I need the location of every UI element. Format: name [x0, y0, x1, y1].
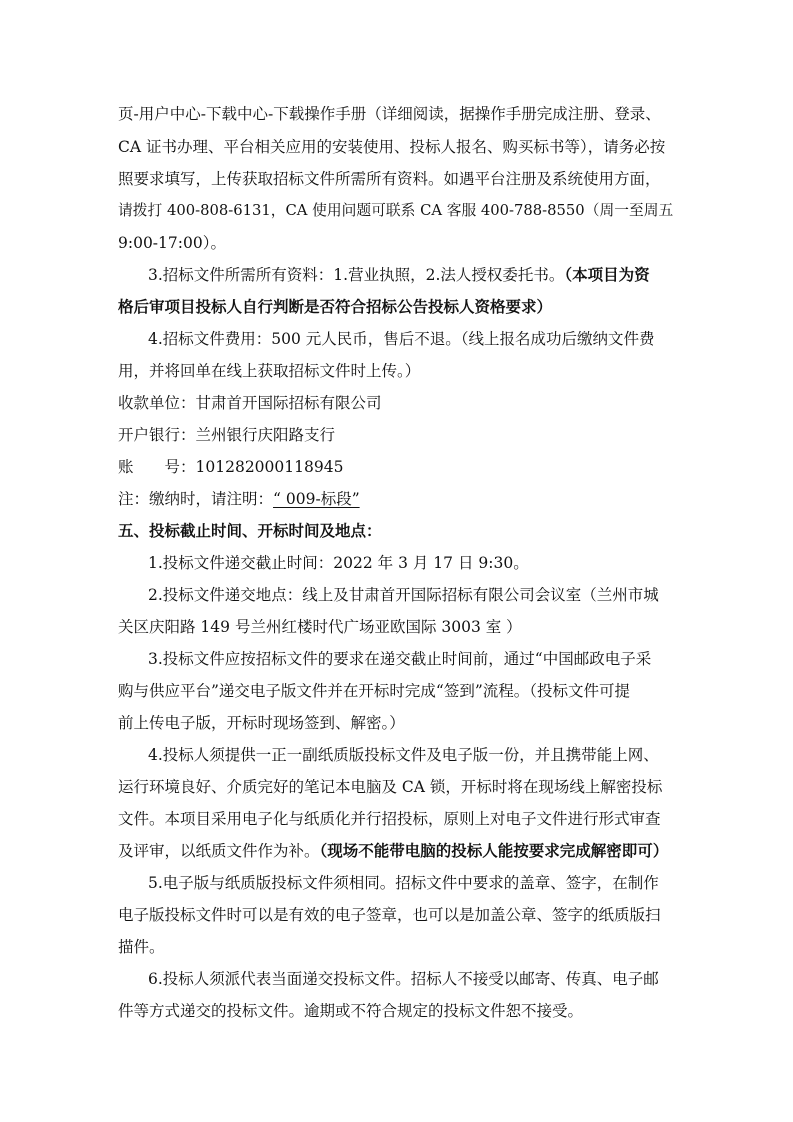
- item4-line-2: 用，并将回单在线上获取招标文件时上传。）: [118, 362, 421, 380]
- bank-line: 开户银行：兰州银行庆阳路支行: [118, 426, 336, 444]
- note-line: [118, 488, 678, 510]
- s5-item1: 1.投标文件递交截止时间：2022 年 3 月 17 日 9:30。: [148, 554, 529, 572]
- item3-line-2: 格后审项目投标人自行判断是否符合招标公告投标人资格要求）: [118, 298, 553, 316]
- s5-item6-line-1: 6.投标人须派代表当面递交投标文件。招标人不接受以邮寄、传真、电子邮: [148, 970, 659, 988]
- s5-item6-line-2: 件等方式递交的投标文件。逾期或不符合规定的投标文件恕不接受。: [118, 1002, 584, 1020]
- item3-bold-note: （本项目为资: [564, 266, 650, 284]
- s5-item4-line-2: 运行环境良好、介质完好的笔记本电脑及 CA 锁，开标时将在现场线上解密投标: [118, 778, 663, 796]
- account-line: [118, 456, 678, 478]
- platform-para-line-2: CA 证书办理、平台相关应用的安装使用、投标人报名、购买标书等），请务必按: [118, 138, 666, 156]
- account-label: 账 号：: [118, 458, 196, 476]
- s5-item4-line-4: [118, 840, 678, 862]
- s5-item5-line-3: 描件。: [118, 938, 165, 956]
- platform-para-line-4: 请拨打 400-808-6131，CA 使用问题可联系 CA 客服 400-788-8550（周一至周五: [118, 202, 674, 219]
- s5-item4-text: 及评审，以纸质文件作为补。: [118, 842, 320, 860]
- account-number: 101282000118945: [195, 458, 344, 476]
- item3-line-1: [148, 264, 678, 286]
- item3-text: 3.招标文件所需所有资料：1.营业执照，2.法人授权委托书。: [148, 266, 565, 284]
- note-prefix: 注：缴纳时，请注明：: [118, 490, 274, 508]
- s5-item4-line-1: 4.投标人须提供一正一副纸质版投标文件及电子版一份，并且携带能上网、: [148, 746, 659, 764]
- s5-item5-line-1: 5.电子版与纸质版投标文件须相同。招标文件中要求的盖章、签字，在制作: [148, 874, 659, 892]
- platform-para-line-1: 页-用户中心-下载中心-下载操作手册（详细阅读，据操作手册完成注册、登录、: [118, 105, 661, 123]
- note-value: “ 009-标段”: [273, 490, 360, 508]
- s5-item4-line-3: 文件。本项目采用电子化与纸质化并行招投标，原则上对电子文件进行形式审查: [118, 810, 661, 828]
- s5-item2-line-2: 关区庆阳路 149 号兰州红楼时代广场亚欧国际 3003 室 ）: [118, 618, 522, 636]
- payee-line: 收款单位：甘肃首开国际招标有限公司: [118, 394, 382, 412]
- platform-para-line-3: 照要求填写，上传获取招标文件所需所有资料。如遇平台注册及系统使用方面，: [118, 170, 661, 188]
- s5-item3-line-1: 3.投标文件应按招标文件的要求在递交截止时间前，通过“中国邮政电子采: [148, 650, 652, 668]
- s5-item2-line-1: 2.投标文件递交地点：线上及甘肃首开国际招标有限公司会议室（兰州市城: [148, 586, 659, 604]
- item4-line-1: 4.招标文件费用：500 元人民币，售后不退。（线上报名成功后缴纳文件费: [148, 330, 655, 348]
- s5-item3-line-2: 购与供应平台”递交电子版文件并在开标时完成“签到”流程。（投标文件可提: [118, 682, 631, 700]
- section-5-heading: 五、投标截止时间、开标时间及地点：: [118, 522, 382, 540]
- s5-item4-bold-note: （现场不能带电脑的投标人能按要求完成解密即可）: [319, 842, 669, 860]
- platform-para-line-5: 9:00-17:00）。: [118, 234, 226, 252]
- s5-item5-line-2: 电子版投标文件时可以是有效的电子签章，也可以是加盖公章、签字的纸质版扫: [118, 906, 661, 924]
- s5-item3-line-3: 前上传电子版，开标时现场签到、解密。）: [118, 714, 405, 732]
